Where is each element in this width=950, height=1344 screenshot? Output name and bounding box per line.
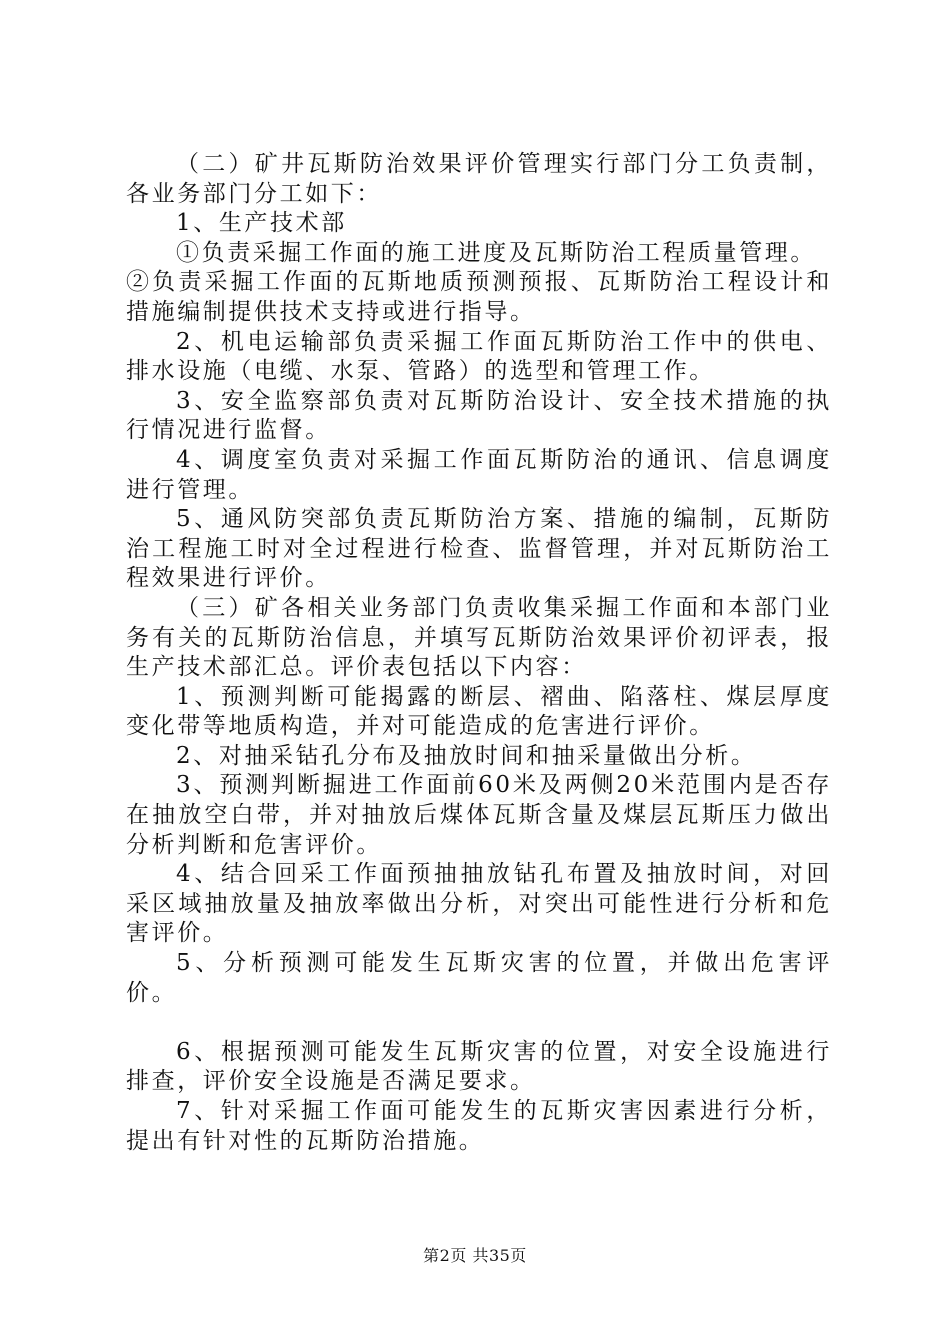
paragraph-duty-1: ①负责采掘工作面的施工进度及瓦斯防治工程质量管理。 — [176, 239, 816, 266]
paragraph-section-three-intro: （三）矿各相关业务部门负责收集采掘工作面和本部门业务有关的瓦斯防治信息，并填写瓦斯防治效果评价初评表，报生产技术部汇总。评价表包括以下内容： — [126, 594, 832, 681]
paragraph-production-tech-dept: 1、生产技术部 — [176, 210, 347, 237]
paragraph-ventilation-dept: 5、通风防突部负责瓦斯防治方案、措施的编制，瓦斯防治工程施工时对全过程进行检查、监督管理，并对瓦斯防治工程效果进行评价。 — [126, 506, 832, 592]
paragraph-mech-transport-dept: 2、机电运输部负责采掘工作面瓦斯防治工作中的供电、排水设施（电缆、水泵、管路）的选型和管理工作。 — [126, 328, 832, 385]
paragraph-item-4: 4、结合回采工作面预抽抽放钻孔布置及抽放时间，对回采区域抽放量及抽放率做出分析，对突出可能性进行分析和危害评价。 — [126, 861, 832, 947]
paragraph-section-two-intro: （二）矿井瓦斯防治效果评价管理实行部门分工负责制，各业务部门分工如下： — [126, 151, 832, 207]
page-number-footer: 第2页 共35页 — [423, 1246, 527, 1265]
paragraph-duty-2: ②负责采掘工作面的瓦斯地质预测预报、瓦斯防治工程设计和措施编制提供技术支持或进行指导。 — [126, 269, 832, 325]
paragraph-item-1: 1、预测判断可能揭露的断层、褶曲、陷落柱、煤层厚度变化带等地质构造，并对可能造成的危害进行评价。 — [126, 683, 832, 740]
paragraph-item-6: 6、根据预测可能发生瓦斯灾害的位置，对安全设施进行排查，评价安全设施是否满足要求。 — [126, 1038, 832, 1095]
paragraph-safety-supervision-dept: 3、安全监察部负责对瓦斯防治设计、安全技术措施的执行情况进行监督。 — [126, 387, 832, 444]
paragraph-item-7: 7、针对采掘工作面可能发生的瓦斯灾害因素进行分析，提出有针对性的瓦斯防治措施。 — [126, 1098, 832, 1154]
document-body — [126, 150, 832, 1156]
paragraph-item-3: 3、预测判断掘进工作面前60米及两侧20米范围内是否存在抽放空白带，并对抽放后煤体瓦斯含量及煤层瓦斯压力做出分析判断和危害评价。 — [126, 772, 832, 858]
paragraph-dispatch-room: 4、调度室负责对采掘工作面瓦斯防治的通讯、信息调度进行管理。 — [126, 446, 832, 503]
paragraph-gap — [126, 1008, 832, 1038]
paragraph-item-2: 2、对抽采钻孔分布及抽放时间和抽采量做出分析。 — [176, 742, 757, 769]
paragraph-item-5: 5、分析预测可能发生瓦斯灾害的位置，并做出危害评价。 — [126, 950, 832, 1006]
